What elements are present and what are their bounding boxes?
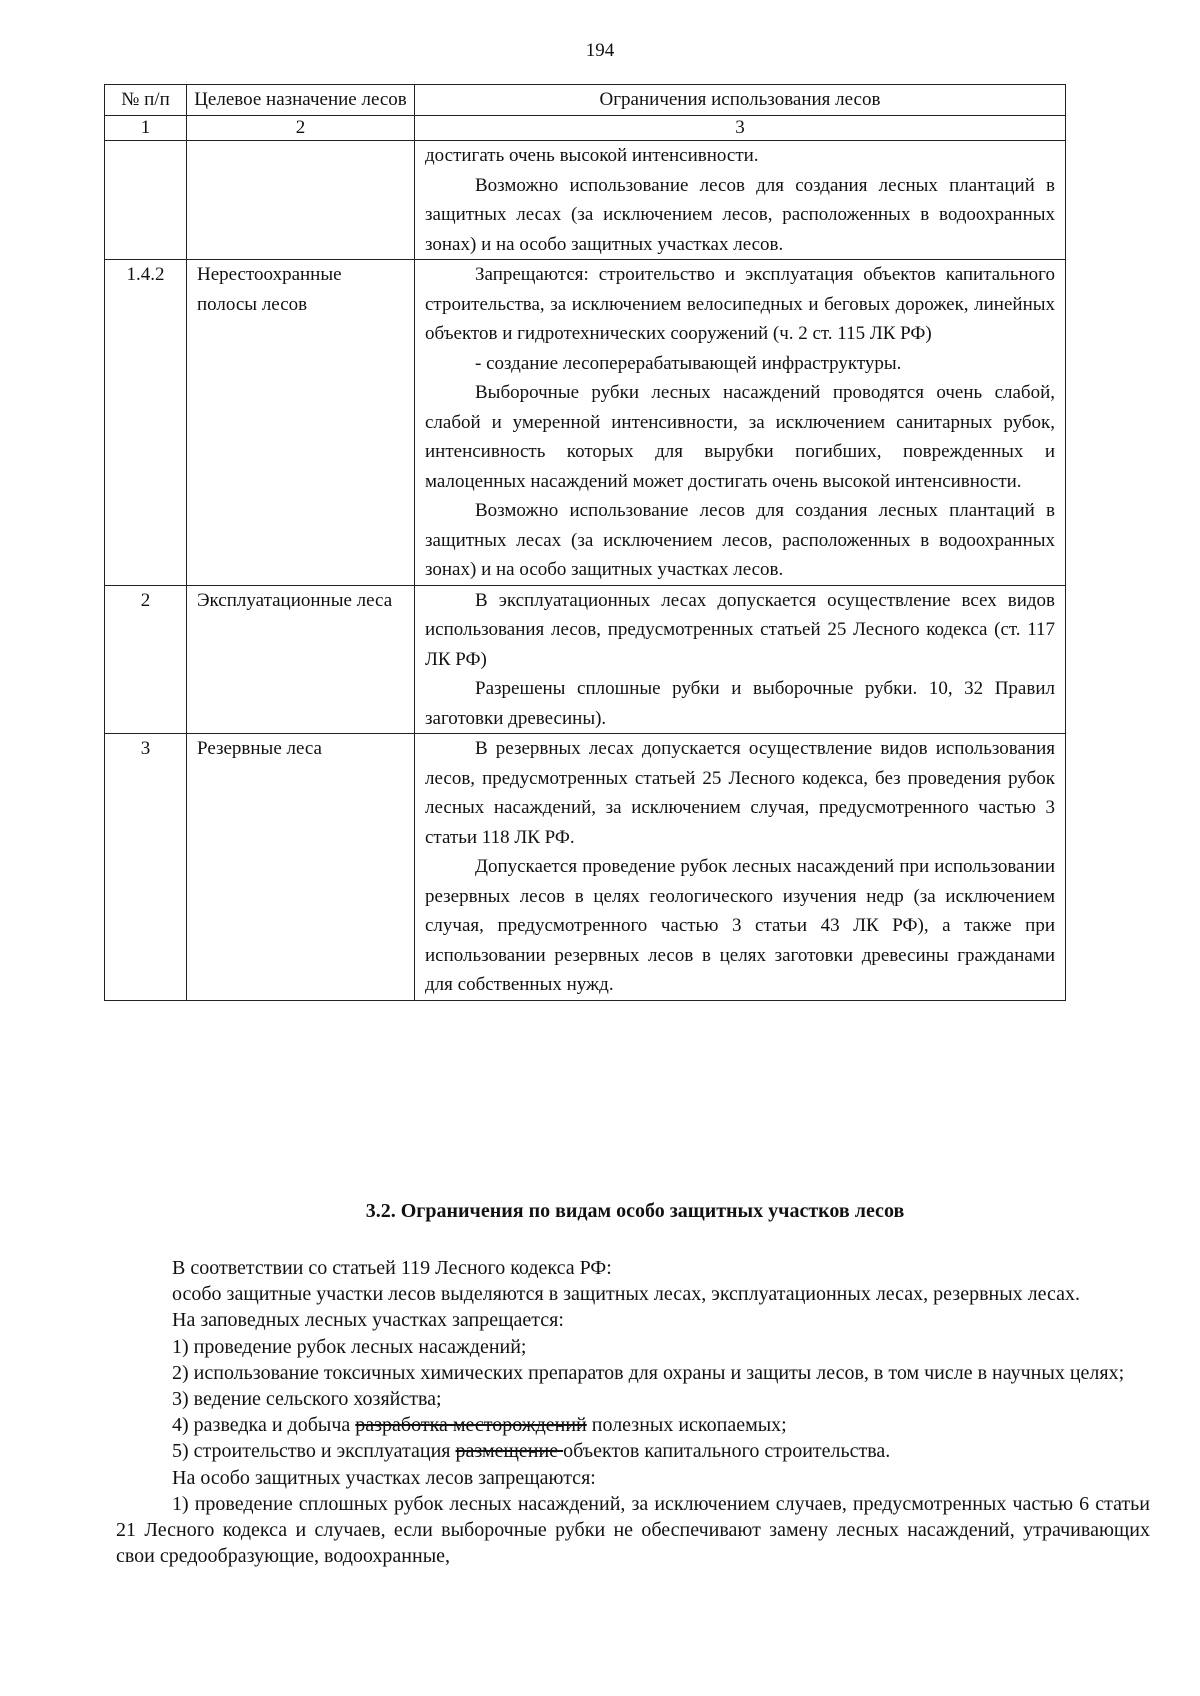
item-text: объектов капитального строительства. <box>563 1440 891 1463</box>
header-purpose: Целевое назначение лесов <box>187 85 415 116</box>
list-item: 3) ведение сельского хозяйства; <box>172 1388 442 1411</box>
restriction-paragraph: - создание лесоперерабатывающей инфраструктуры. <box>475 352 902 374</box>
page-number: 194 <box>585 40 615 61</box>
restriction-paragraph: Допускается проведение рубок лесных насаждений при использовании резервных лесов в целях геологического изучения недр (за исключением случая, предусмотренного частью 3 статьи 43 ЛК РФ), а также при использовании резервных лесов в целях заготовки древесины гражданами для собственных нужд. <box>425 856 1055 995</box>
restriction-paragraph: В эксплуатационных лесах допускается осуществление всех видов использования лесов, предусмотренных статьей 25 Лесного кодекса (ст. 117 ЛК РФ) <box>425 589 1055 670</box>
row-purpose: Резервные леса <box>187 734 415 1001</box>
row-restrictions <box>415 260 1066 586</box>
item-text: полезных ископаемых; <box>586 1414 787 1437</box>
body-text <box>116 1255 1150 1569</box>
table-header-row <box>105 85 1066 116</box>
restriction-paragraph: Запрещаются: строительство и эксплуатация объектов капитального строительства, за исключением велосипедных и беговых дорожек, линейных объектов и гидротехнических сооружений (ч. 2 ст. 115 ЛК РФ) <box>425 264 1055 344</box>
struck-text: размещение <box>455 1440 564 1463</box>
table-row <box>105 585 1066 734</box>
list-item <box>116 1438 1150 1464</box>
table-row <box>105 141 1066 260</box>
row-number: 3 <box>105 734 187 1001</box>
row-purpose <box>187 141 415 260</box>
row-restrictions <box>415 585 1066 734</box>
table-row <box>105 260 1066 586</box>
item-text: 4) разведка и добыча <box>172 1414 356 1437</box>
restriction-paragraph: Возможно использование лесов для создания лесных плантаций в защитных лесах (за исключением лесов, расположенных в водоохранных зонах) и на особо защитных участках лесов. <box>425 174 1055 255</box>
column-numbers-row <box>105 116 1066 141</box>
row-number: 2 <box>105 585 187 734</box>
row-restrictions <box>415 141 1066 260</box>
row-purpose: Нерестоохранные полосы лесов <box>187 260 415 586</box>
section-title: 3.2. Ограничения по видам особо защитных участков лесов <box>365 1200 905 1222</box>
row-restrictions <box>415 734 1066 1001</box>
restriction-paragraph: Выборочные рубки лесных насаждений проводятся очень слабой, слабой и умеренной интенсивности, за исключением санитарных рубок, интенсивность которых для вырубки погибших, поврежденных и малоценных насаждений может достигать очень высокой интенсивности. <box>425 382 1055 492</box>
body-paragraph: В соответствии со статьей 119 Лесного кодекса РФ: <box>172 1257 612 1279</box>
row-number: 1.4.2 <box>105 260 187 586</box>
struck-text: разработка месторождений <box>355 1414 587 1437</box>
list-item <box>116 1412 1150 1438</box>
row-purpose: Эксплуатационные леса <box>187 585 415 734</box>
list-item: 2) использование токсичных химических препаратов для охраны и защиты лесов, в том числе в научных целях; <box>172 1361 1125 1384</box>
column-number-2: 2 <box>187 116 415 141</box>
forest-restrictions-table <box>104 84 1066 1001</box>
body-paragraph: На особо защитных участках лесов запрещаются: <box>172 1466 596 1489</box>
item-text: 5) строительство и эксплуатация <box>172 1440 456 1463</box>
row-number <box>105 141 187 260</box>
header-number: № п/п <box>105 85 187 116</box>
body-paragraph: На заповедных лесных участках запрещается: <box>172 1309 564 1332</box>
column-number-1: 1 <box>105 116 187 141</box>
restriction-paragraph: Разрешены сплошные рубки и выборочные рубки. 10, 32 Правил заготовки древесины). <box>425 678 1055 729</box>
restriction-paragraph: В резервных лесах допускается осуществление видов использования лесов, предусмотренных статьей 25 Лесного кодекса, без проведения рубок лесных насаждений, за исключением случая, предусмотренного частью 3 статьи 118 ЛК РФ. <box>425 738 1055 848</box>
restriction-paragraph: Возможно использование лесов для создания лесных плантаций в защитных лесах (за исключением лесов, расположенных в водоохранных зонах) и на особо защитных участках лесов. <box>425 500 1055 580</box>
body-paragraph: особо защитные участки лесов выделяются в защитных лесах, эксплуатационных лесах, резервных лесах. <box>172 1283 1081 1306</box>
table-row <box>105 734 1066 1001</box>
column-number-3: 3 <box>415 116 1066 141</box>
list-item: 1) проведение рубок лесных насаждений; <box>172 1335 527 1358</box>
list-item: 1) проведение сплошных рубок лесных насаждений, за исключением случаев, предусмотренных частью 6 статьи 21 Лесного кодекса и случаев, если выборочные рубки не обеспечивают замену лесных насаждений, утрачивающих свои средообразующие, водоохранные, <box>116 1492 1150 1568</box>
header-restrictions: Ограничения использования лесов <box>415 85 1066 116</box>
restriction-paragraph: достигать очень высокой интенсивности. <box>425 145 759 166</box>
